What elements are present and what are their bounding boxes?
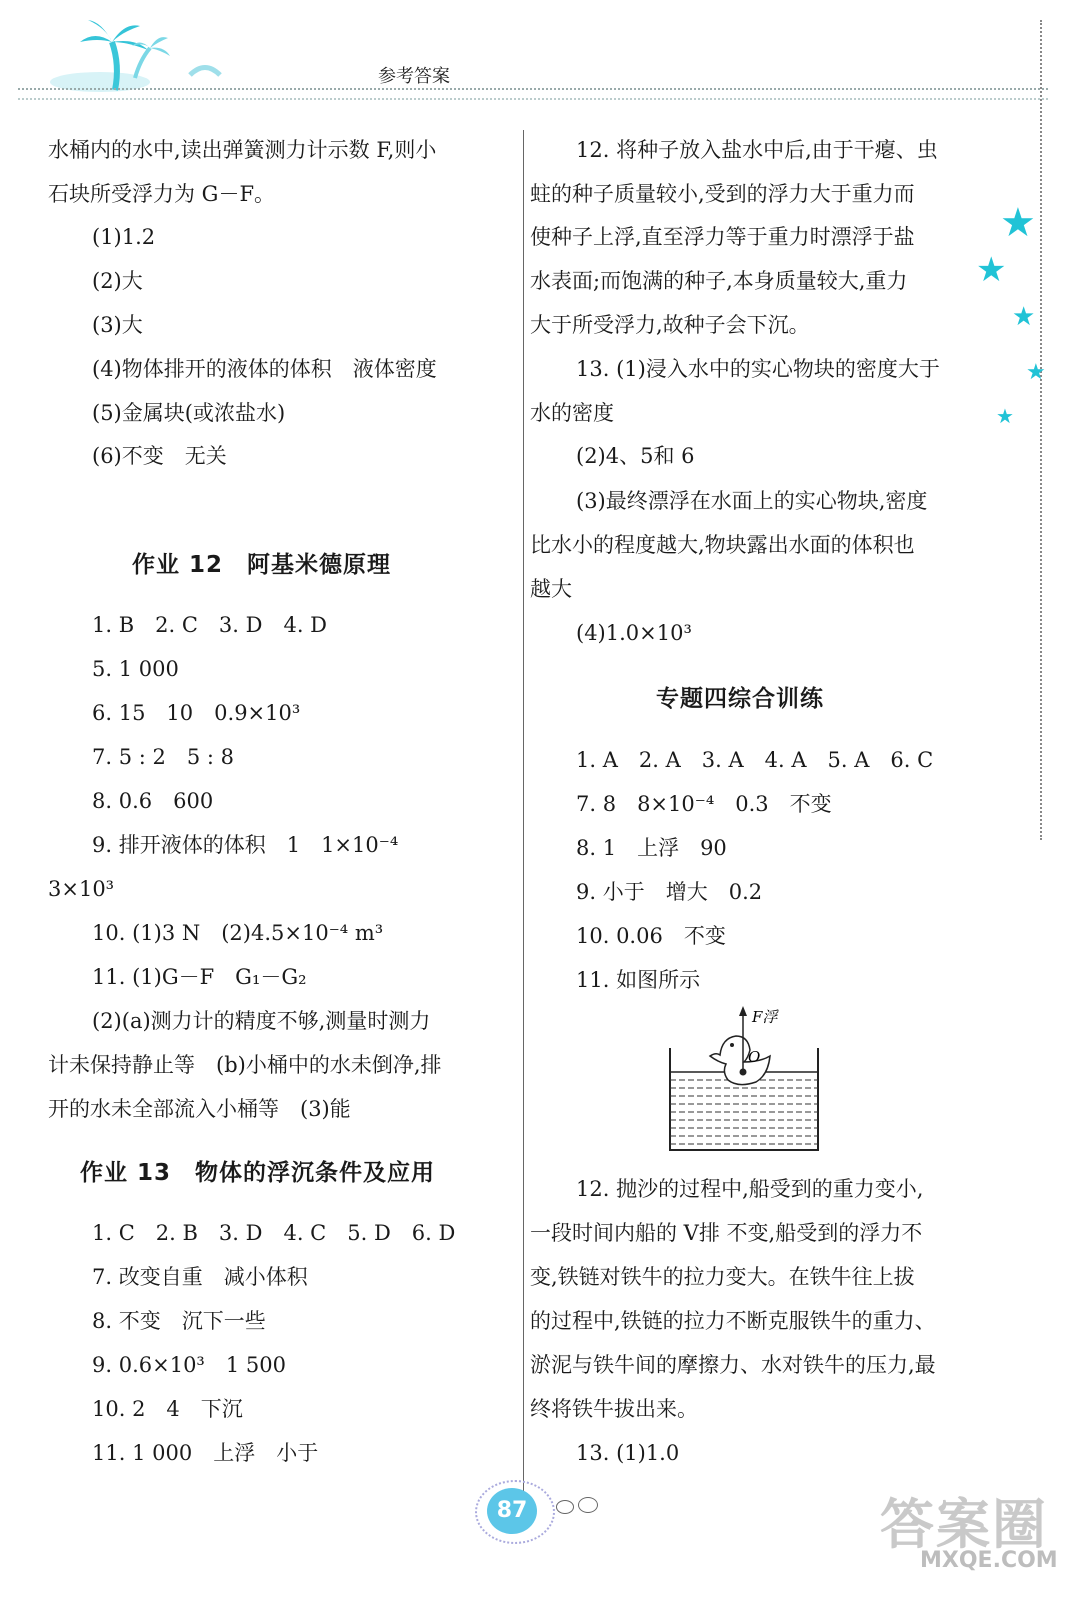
answer-line: (6)不变 无关	[92, 444, 227, 468]
watermark-logo: 答案圈	[880, 1493, 1048, 1556]
star-icon: ★	[996, 404, 1014, 428]
answer-line: 水的密度	[530, 401, 614, 425]
answer-line: 大于所受浮力,故种子会下沉。	[530, 313, 810, 337]
answer-line: 9. 0.6×10³ 1 500	[92, 1353, 286, 1377]
answer-line: 越大	[530, 577, 572, 601]
floating-duck-figure	[660, 1000, 830, 1155]
answer-line: 计未保持静止等 (b)小桶中的水未倒净,排	[48, 1053, 442, 1077]
answer-line: 10. 2 4 下沉	[92, 1397, 243, 1421]
answer-line: 13. (1)浸入水中的实心物块的密度大于	[576, 357, 940, 381]
answer-line: 终将铁牛拔出来。	[530, 1397, 698, 1421]
header-divider-2	[18, 98, 1048, 100]
header-divider	[18, 88, 1048, 90]
answer-line: 9. 小于 增大 0.2	[576, 880, 763, 904]
answer-line: 12. 抛沙的过程中,船受到的重力变小,	[576, 1177, 924, 1201]
answer-line: (5)金属块(或浓盐水)	[92, 401, 286, 425]
page-number: 87	[487, 1488, 537, 1534]
answer-line: 1. C 2. B 3. D 4. C 5. D 6. D	[92, 1221, 456, 1245]
answer-line: 1. B 2. C 3. D 4. D	[92, 613, 328, 637]
point-label: O	[748, 1048, 761, 1066]
answer-line: 6. 15 10 0.9×10³	[92, 701, 301, 725]
header-title: 参考答案	[378, 66, 450, 87]
star-icon: ★	[1026, 360, 1046, 385]
answer-line: (4)物体排开的液体的体积 液体密度	[92, 357, 437, 381]
answer-line: 开的水未全部流入小桶等 (3)能	[48, 1097, 351, 1121]
answer-line: (1)1.2	[92, 225, 156, 249]
answer-line: 使种子上浮,直至浮力等于重力时漂浮于盐	[530, 225, 915, 249]
answer-line: (3)最终漂浮在水面上的实心物块,密度	[576, 489, 928, 513]
answer-line: 11. (1)G－F G₁－G₂	[92, 965, 307, 989]
answer-line: 7. 5 : 2 5 : 8	[92, 745, 235, 769]
answer-line: (2)大	[92, 269, 143, 293]
answer-line: 12. 将种子放入盐水中后,由于干瘪、虫	[576, 138, 938, 162]
answer-line: 变,铁链对铁牛的拉力变大。在铁牛往上拔	[530, 1265, 915, 1289]
answer-line: 蛀的种子质量较小,受到的浮力大于重力而	[530, 182, 915, 206]
answer-line: 5. 1 000	[92, 657, 179, 681]
answer-line: 比水小的程度越大,物块露出水面的体积也	[530, 533, 915, 557]
answer-line: 13. (1)1.0	[576, 1441, 680, 1465]
answer-line: 11. 如图所示	[576, 968, 701, 992]
section-heading: 作业 13 物体的浮沉条件及应用	[80, 1160, 436, 1186]
answer-line: 石块所受浮力为 G－F。	[48, 182, 276, 206]
answer-line: 10. 0.06 不变	[576, 924, 726, 948]
answer-line: 的过程中,铁链的拉力不断克服铁牛的重力、	[530, 1309, 936, 1333]
force-label: F浮	[752, 1008, 778, 1026]
answer-line: 水桶内的水中,读出弹簧测力计示数 F,则小	[48, 138, 437, 162]
answer-line: 7. 改变自重 减小体积	[92, 1265, 308, 1289]
answer-line: 水表面;而饱满的种子,本身质量较大,重力	[530, 269, 908, 293]
decor-ring	[556, 1500, 574, 1514]
answer-line: (2)4、5和 6	[576, 444, 695, 468]
answer-line: 淤泥与铁牛间的摩擦力、水对铁牛的压力,最	[530, 1353, 936, 1377]
column-divider	[523, 130, 524, 1495]
answer-line: (2)(a)测力计的精度不够,测量时测力	[92, 1009, 431, 1033]
section-heading: 专题四综合训练	[656, 686, 824, 712]
decor-ring	[578, 1497, 598, 1513]
answer-line: 7. 8 8×10⁻⁴ 0.3 不变	[576, 792, 832, 816]
section-heading: 作业 12 阿基米德原理	[132, 552, 392, 578]
star-icon: ★	[1000, 200, 1036, 246]
answer-line: 1. A 2. A 3. A 4. A 5. A 6. C	[576, 748, 934, 772]
answer-line: 8. 不变 沉下一些	[92, 1309, 266, 1333]
answer-line: 8. 1 上浮 90	[576, 836, 727, 860]
star-icon: ★	[1012, 302, 1036, 332]
margin-dotted-line	[1040, 20, 1042, 840]
star-icon: ★	[976, 250, 1007, 290]
answer-line: 一段时间内船的 V排 不变,船受到的浮力不	[530, 1221, 923, 1245]
answer-line: (3)大	[92, 313, 143, 337]
answer-line: 9. 排开液体的体积 1 1×10⁻⁴	[92, 833, 399, 857]
answer-line: 8. 0.6 600	[92, 789, 214, 813]
answer-line: 10. (1)3 N (2)4.5×10⁻⁴ m³	[92, 921, 384, 945]
answer-line: (4)1.0×10³	[576, 621, 692, 645]
answer-line: 3×10³	[48, 877, 115, 901]
watermark-url: MXQE.COM	[920, 1548, 1058, 1573]
answer-line: 11. 1 000 上浮 小于	[92, 1441, 319, 1465]
